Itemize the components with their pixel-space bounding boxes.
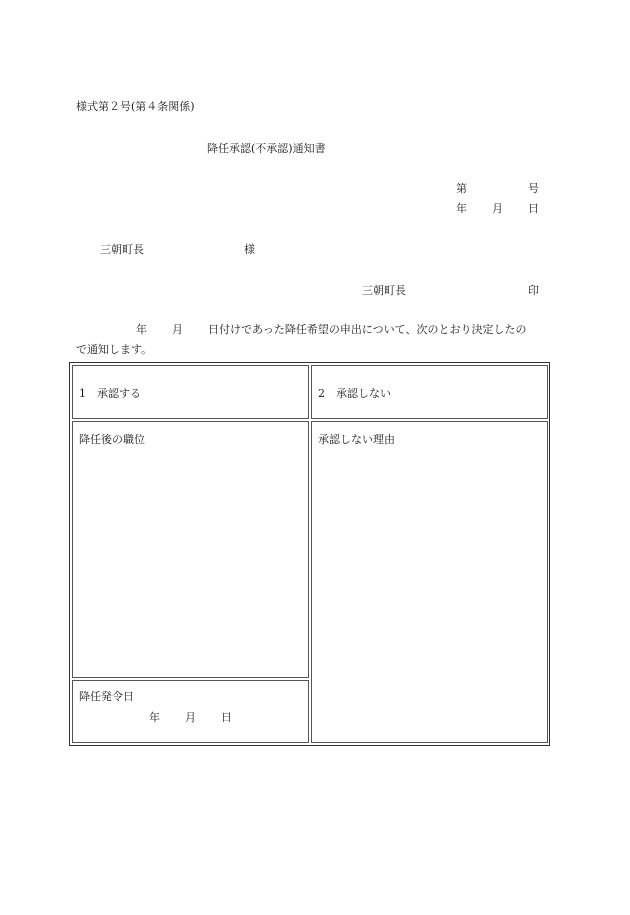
body-month-label: 月 <box>172 323 183 336</box>
date-year-label: 年 <box>456 202 467 215</box>
seal-mark: 印 <box>528 284 539 297</box>
effective-date-year-label: 年 <box>149 711 160 724</box>
document-title: 降任承認(不承認)通知書 <box>207 142 326 155</box>
document-number-prefix: 第 <box>456 182 467 195</box>
effective-date-day-label: 日 <box>221 711 232 724</box>
reject-option-label: 2 承認しない <box>318 387 391 400</box>
approve-option-cell[interactable] <box>72 365 309 419</box>
rejection-reason-label: 承認しない理由 <box>318 433 395 446</box>
effective-date-label: 降任発令日 <box>79 690 134 703</box>
issuer-name: 三朝町長 <box>362 284 406 297</box>
rejection-reason-field[interactable] <box>311 421 548 743</box>
body-text-line2: で通知します。 <box>76 343 153 356</box>
date-month-label: 月 <box>492 202 503 215</box>
reject-option-cell[interactable] <box>311 365 548 419</box>
body-text-line1: 日付けであった降任希望の申出について、次のとおり決定したの <box>208 323 527 336</box>
date-day-label: 日 <box>528 202 539 215</box>
effective-date-field[interactable] <box>72 680 309 743</box>
new-position-field[interactable] <box>72 421 309 678</box>
body-year-label: 年 <box>136 323 147 336</box>
new-position-label: 降任後の職位 <box>79 433 145 446</box>
addressee-honorific: 様 <box>244 243 255 256</box>
decision-form-table <box>69 362 550 746</box>
effective-date-month-label: 月 <box>185 711 196 724</box>
approve-option-label: 1 承認する <box>79 387 141 400</box>
document-number-suffix: 号 <box>528 182 539 195</box>
form-number: 様式第２号(第４条関係) <box>76 100 195 113</box>
addressee-name: 三朝町長 <box>100 243 144 256</box>
